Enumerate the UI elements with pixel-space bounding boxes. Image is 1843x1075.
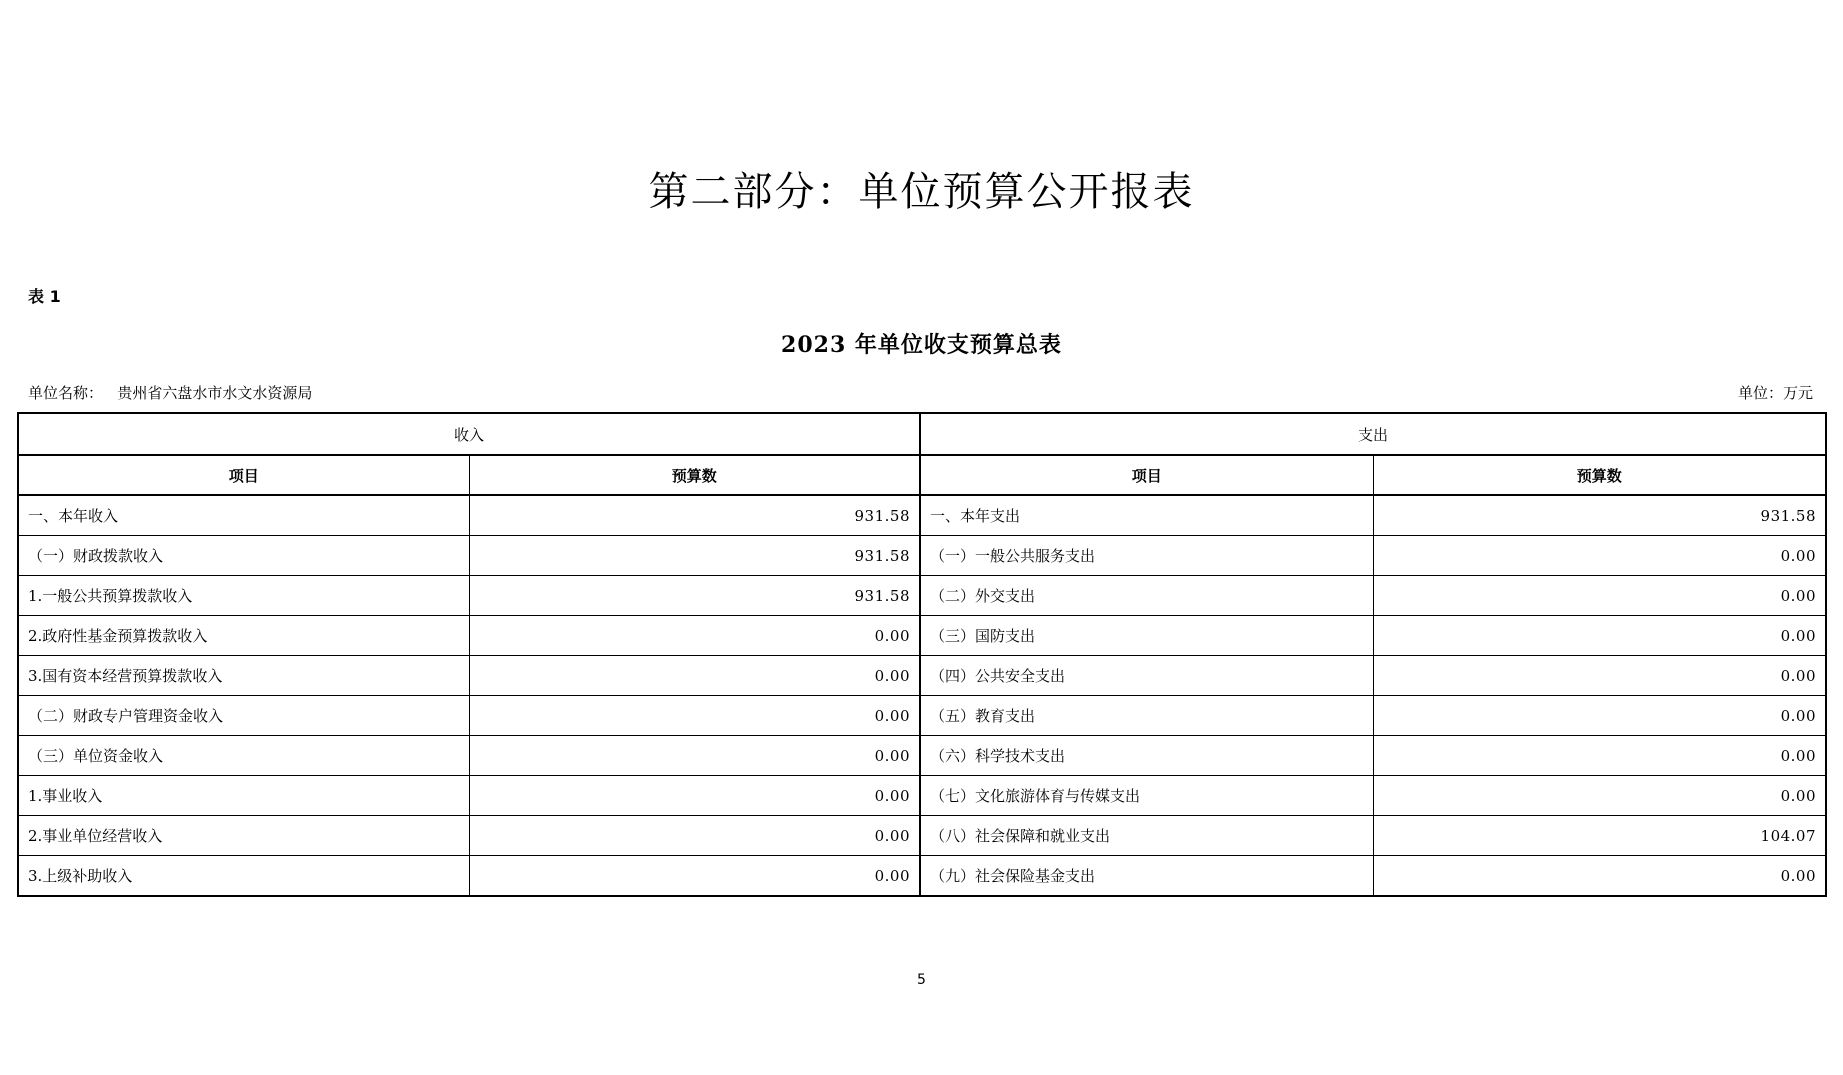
expense-amount-cell: 0.00 xyxy=(1373,536,1826,576)
table-row xyxy=(18,696,1826,736)
income-item-cell: （二）财政专户管理资金收入 xyxy=(18,696,469,736)
expense-item-cell: （一）一般公共服务支出 xyxy=(920,536,1373,576)
income-item-cell: 3.国有资本经营预算拨款收入 xyxy=(18,656,469,696)
income-amount-cell: 0.00 xyxy=(469,656,920,696)
expense-amount-cell: 0.00 xyxy=(1373,656,1826,696)
income-amount-cell: 0.00 xyxy=(469,776,920,816)
expense-amount-cell: 0.00 xyxy=(1373,736,1826,776)
income-item-cell: 3.上级补助收入 xyxy=(18,856,469,897)
expense-amount-column-header: 预算数 xyxy=(1373,455,1826,495)
expense-item-cell: （九）社会保险基金支出 xyxy=(920,856,1373,897)
unit-name-value: 贵州省六盘水市水文水资源局 xyxy=(117,384,313,402)
expense-item-cell: （二）外交支出 xyxy=(920,576,1373,616)
expense-amount-cell: 104.07 xyxy=(1373,816,1826,856)
expense-amount-cell: 0.00 xyxy=(1373,696,1826,736)
page-number: 5 xyxy=(917,972,926,988)
income-item-cell: （一）财政拨款收入 xyxy=(18,536,469,576)
income-item-cell: 1.一般公共预算拨款收入 xyxy=(18,576,469,616)
expense-amount-cell: 0.00 xyxy=(1373,776,1826,816)
table-row xyxy=(18,656,1826,696)
expense-amount-cell: 0.00 xyxy=(1373,576,1826,616)
unit-name-line xyxy=(28,382,312,404)
income-amount-cell: 0.00 xyxy=(469,616,920,656)
table-row xyxy=(18,776,1826,816)
income-item-cell: 一、本年收入 xyxy=(18,495,469,536)
income-item-cell: 2.事业单位经营收入 xyxy=(18,816,469,856)
table-title: 2023 年单位收支预算总表 xyxy=(781,332,1062,358)
income-item-cell: 1.事业收入 xyxy=(18,776,469,816)
table-label: 表 1 xyxy=(28,287,61,306)
income-amount-cell: 0.00 xyxy=(469,696,920,736)
table-row xyxy=(18,495,1826,536)
table-row xyxy=(18,616,1826,656)
table-row xyxy=(18,816,1826,856)
income-item-cell: （三）单位资金收入 xyxy=(18,736,469,776)
expense-item-cell: （四）公共安全支出 xyxy=(920,656,1373,696)
income-amount-cell: 931.58 xyxy=(469,536,920,576)
expense-item-cell: （七）文化旅游体育与传媒支出 xyxy=(920,776,1373,816)
income-section-header: 收入 xyxy=(18,413,920,455)
part-title: 第二部分：单位预算公开报表 xyxy=(648,169,1195,215)
income-amount-cell: 0.00 xyxy=(469,736,920,776)
expense-item-cell: （六）科学技术支出 xyxy=(920,736,1373,776)
expense-item-cell: （八）社会保障和就业支出 xyxy=(920,816,1373,856)
section-header-row xyxy=(18,413,1826,455)
income-amount-cell: 931.58 xyxy=(469,576,920,616)
budget-summary-table xyxy=(17,412,1827,897)
unit-name-label: 单位名称： xyxy=(28,384,104,402)
table-row xyxy=(18,536,1826,576)
column-header-row xyxy=(18,455,1826,495)
income-amount-cell: 931.58 xyxy=(469,495,920,536)
expense-amount-cell: 0.00 xyxy=(1373,616,1826,656)
expense-item-column-header: 项目 xyxy=(920,455,1373,495)
expense-item-cell: （五）教育支出 xyxy=(920,696,1373,736)
income-amount-column-header: 预算数 xyxy=(469,455,920,495)
unit-measure: 单位：万元 xyxy=(1737,384,1813,402)
income-amount-cell: 0.00 xyxy=(469,816,920,856)
income-item-cell: 2.政府性基金预算拨款收入 xyxy=(18,616,469,656)
expense-amount-cell: 931.58 xyxy=(1373,495,1826,536)
expense-item-cell: 一、本年支出 xyxy=(920,495,1373,536)
income-item-column-header: 项目 xyxy=(18,455,469,495)
table-row xyxy=(18,736,1826,776)
expense-section-header: 支出 xyxy=(920,413,1826,455)
expense-amount-cell: 0.00 xyxy=(1373,856,1826,897)
table-row xyxy=(18,576,1826,616)
table-row xyxy=(18,856,1826,897)
expense-item-cell: （三）国防支出 xyxy=(920,616,1373,656)
income-amount-cell: 0.00 xyxy=(469,856,920,897)
